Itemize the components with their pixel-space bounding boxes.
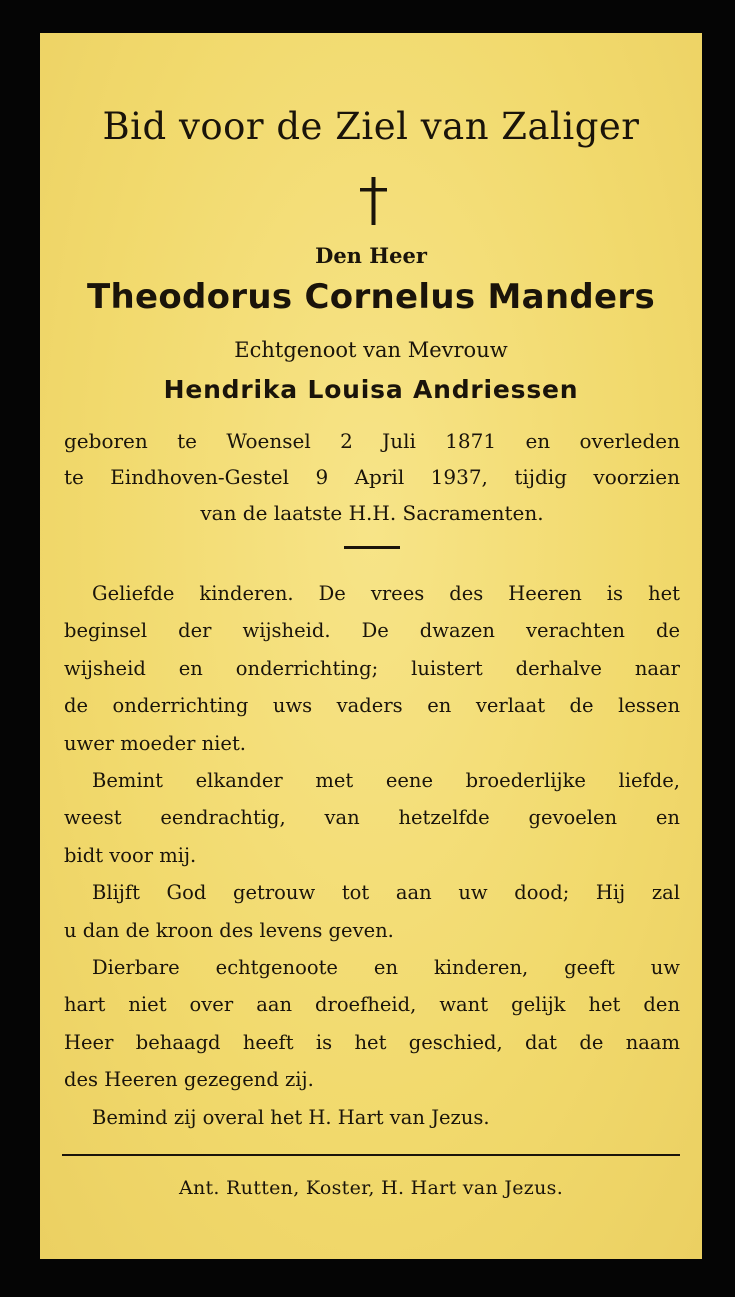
text-line: weest eendrachtig, van hetzelfde gevoelen en — [64, 806, 680, 830]
honorific: Den Heer — [315, 243, 427, 268]
text-line: wijsheid en onderrichting; luistert derhalve naar — [64, 656, 680, 680]
text-line: des Heeren gezegend zij. — [64, 1068, 314, 1092]
bio-line: van de laatste H.H. Sacramenten. — [200, 501, 544, 525]
printer-credit: Ant. Rutten, Koster, H. Hart van Jezus. — [178, 1177, 564, 1199]
text-line: bidt voor mij. — [64, 843, 197, 867]
text-line: u dan de kroon des levens geven. — [64, 918, 394, 942]
text-line: Geliefde kinderen. De vrees des Heeren is het — [92, 582, 680, 605]
prayer-text — [64, 575, 680, 1136]
card-title: Bid voor de Ziel van Zaliger — [102, 105, 640, 148]
text-line: Bemint elkander met eene broederlijke liefde, — [92, 769, 680, 793]
text-line: Heer behaagd heeft is het geschied, dat de naam — [64, 1030, 680, 1054]
text-line: uwer moeder niet. — [64, 731, 246, 755]
divider-dash — [344, 546, 400, 549]
deceased-name: Theodorus Cornelus Manders — [86, 277, 656, 317]
text-line: Bemind zij overal het H. Hart van Jezus. — [92, 1105, 490, 1129]
spouse-label: Echtgenoot van Mevrouw — [234, 338, 508, 362]
bio-line: te Eindhoven-Gestel 9 April 1937, tijdig voorzien — [64, 465, 680, 489]
text-line: de onderrichting uws vaders en verlaat de lessen — [64, 694, 680, 718]
footer-rule — [62, 1154, 680, 1156]
memorial-card — [40, 33, 702, 1259]
text-line: beginsel der wijsheid. De dwazen verachten de — [64, 619, 680, 643]
text-line: Blijft God getrouw tot aan uw dood; Hij zal — [92, 881, 680, 905]
bio-line: geboren te Woensel 2 Juli 1871 en overleden — [64, 429, 680, 453]
latin-cross-icon — [354, 175, 394, 227]
spouse-name: Hendrika Louisa Andriessen — [163, 375, 579, 404]
text-line: Dierbare echtgenoote en kinderen, geeft uw — [92, 956, 680, 980]
biography — [64, 423, 680, 531]
text-line: hart niet over aan droefheid, want gelijk het den — [64, 993, 680, 1017]
